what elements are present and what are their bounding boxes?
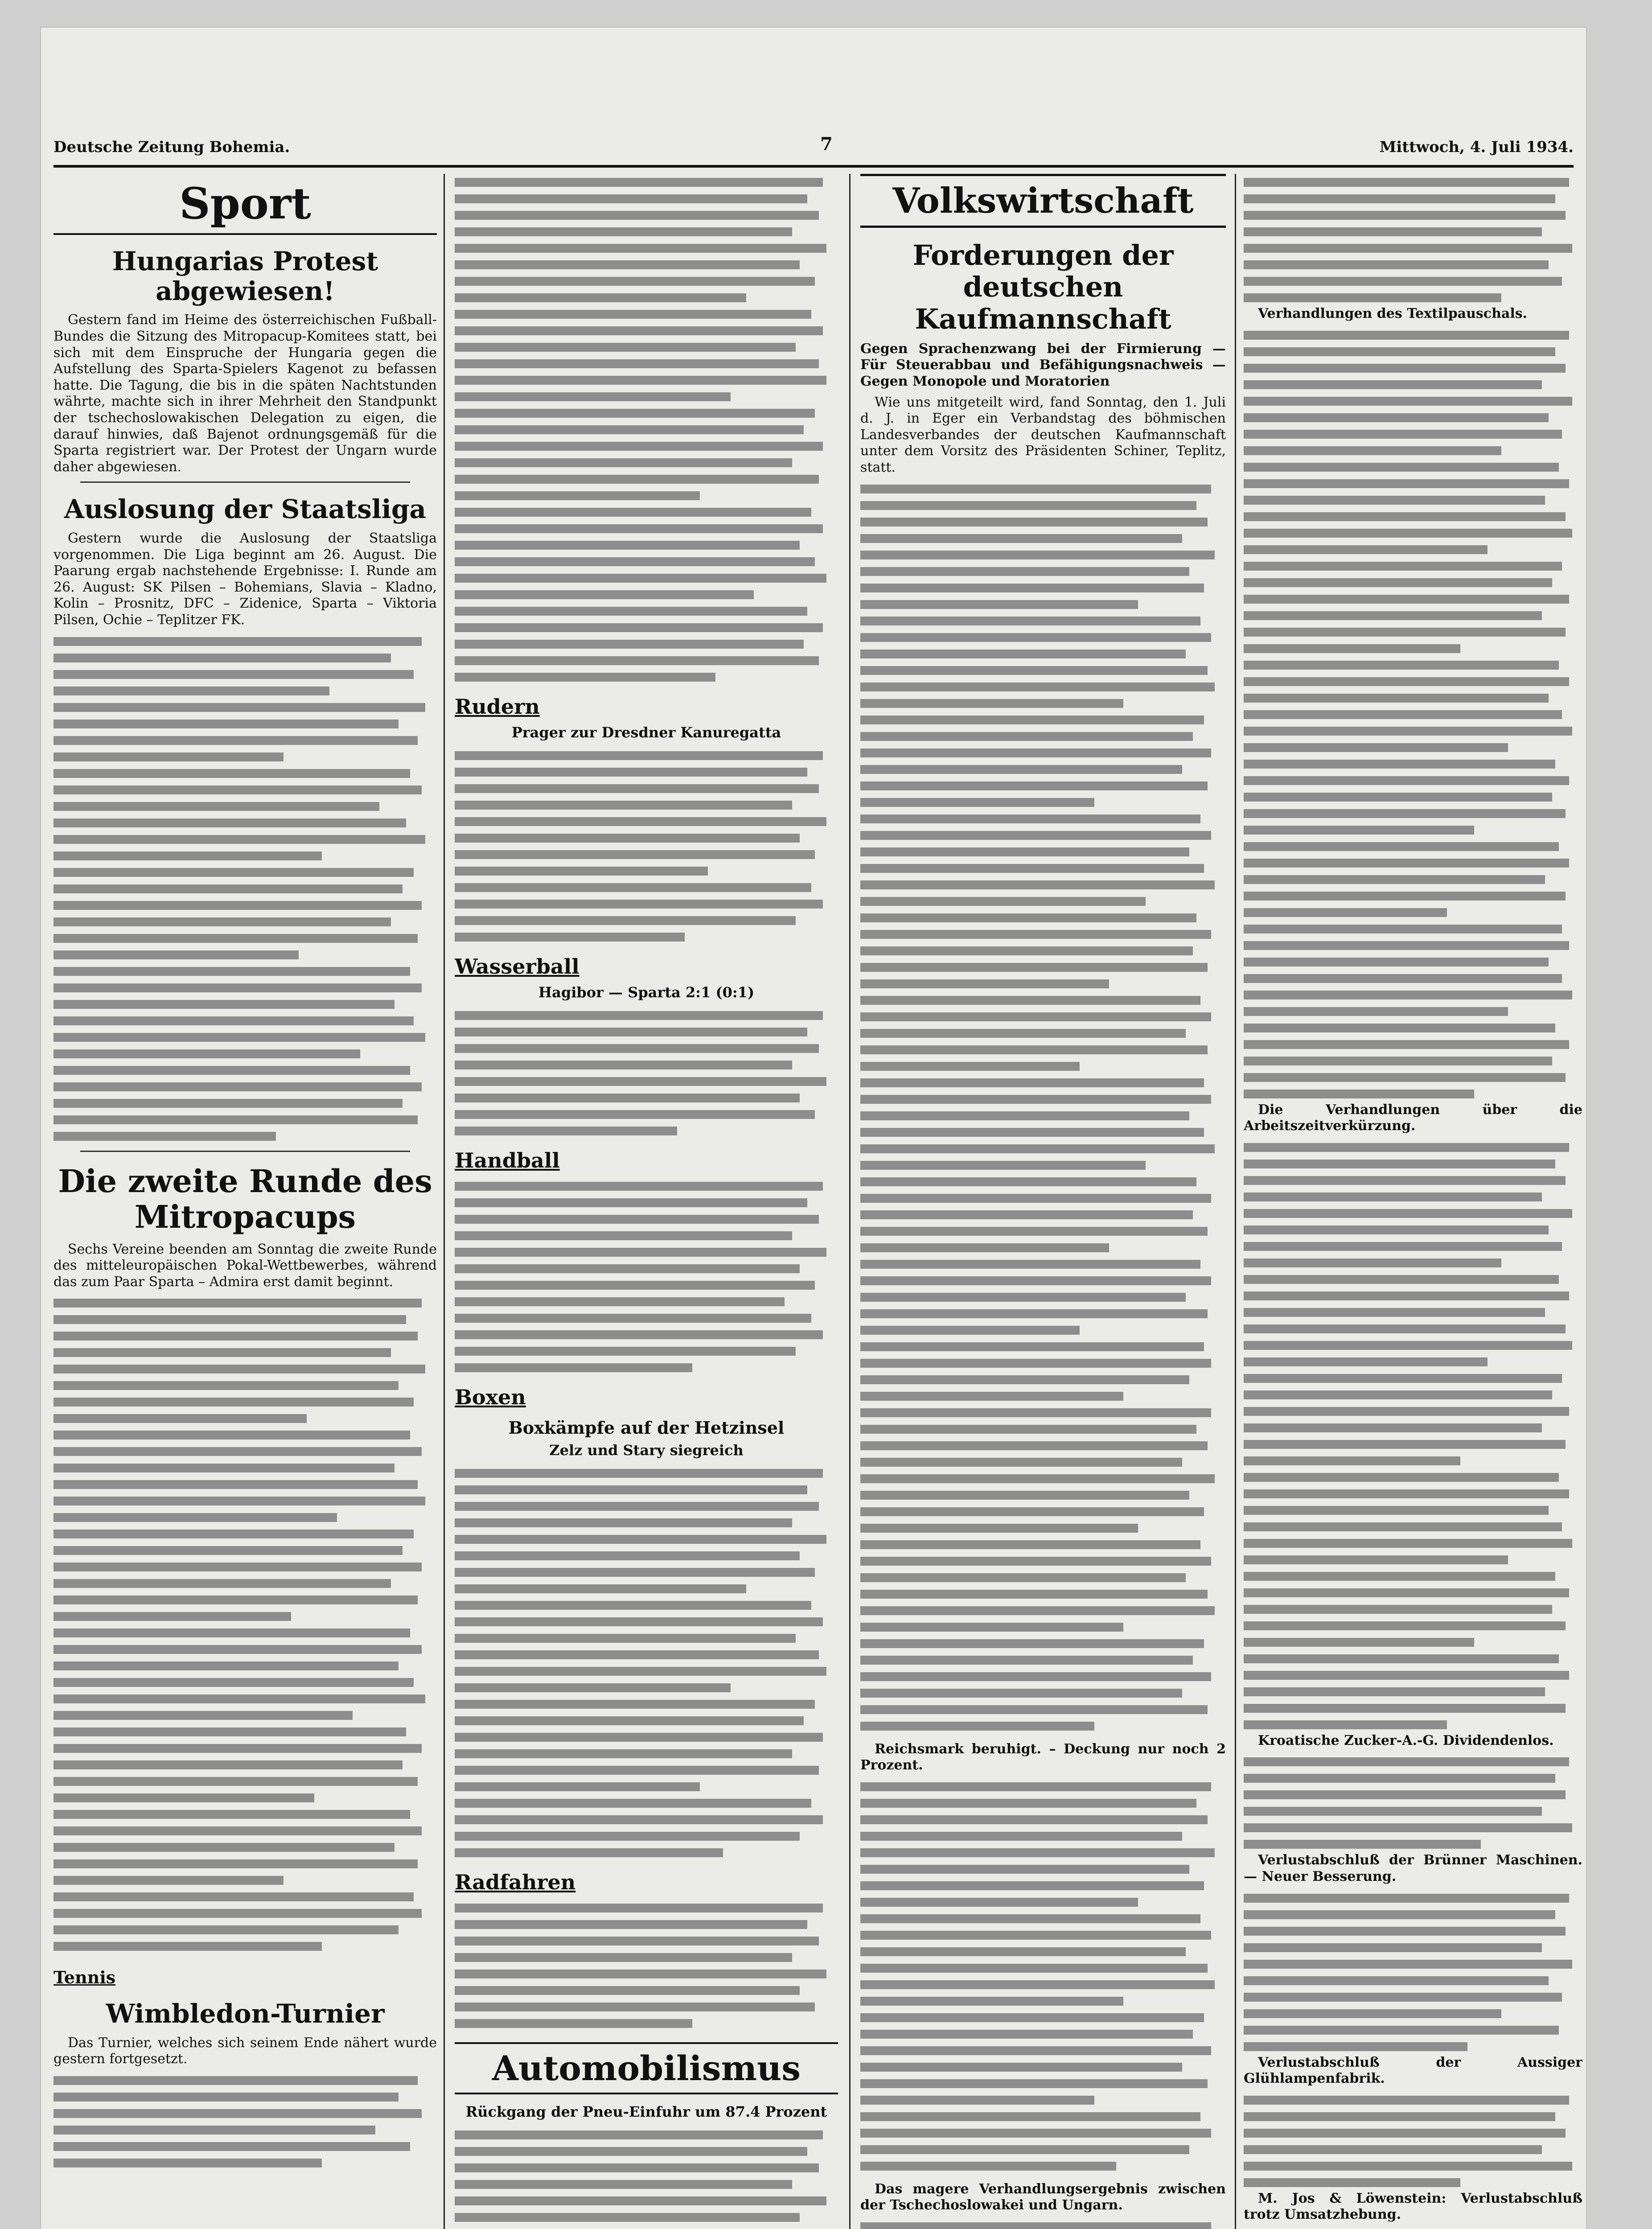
column-sport: [53, 174, 437, 2229]
text-block: [53, 633, 437, 1144]
note-brunner: Verlustabschluß der Brünner Maschinen. — Neuer Besserung.: [1244, 1852, 1582, 1884]
text-block: [455, 174, 838, 685]
note-aussig: Verlustabschluß der Aussiger Glühlampenfabrik.: [1244, 2054, 1582, 2087]
note-textil: Verhandlungen des Textilpauschals.: [1258, 306, 1528, 321]
text-block: [455, 1900, 838, 2032]
column-divider: [444, 174, 445, 2229]
note-ungarn: Das magere Verhandlungsergebnis zwischen der Tschechoslowakei und Ungarn.: [860, 2181, 1226, 2213]
text-block: [455, 2126, 838, 2229]
note-loewenstein: M. Jos & Löwenstein: Verlustabschluß trotz Umsatzhebung.: [1244, 2190, 1582, 2223]
subhead: Prager zur Dresdner Kanuregatta: [511, 724, 781, 741]
headline-tennis: Tennis: [53, 1967, 116, 1988]
page-number: 7: [820, 134, 833, 155]
column-economy: [860, 174, 1226, 2229]
issue-date: Mittwoch, 4. Juli 1934.: [1379, 138, 1574, 156]
page-header: [53, 134, 1574, 160]
subhead: Hagibor — Sparta 2:1 (0:1): [538, 983, 755, 1001]
section-title-economy: Volkswirtschaft: [860, 174, 1226, 228]
header-rule: [53, 165, 1574, 168]
newspaper-page: [40, 27, 1587, 2229]
article-body: Das Turnier, welches sich seinem Ende nähert wurde gestern fortgesetzt.: [53, 2035, 437, 2067]
headline-handball: Handball: [455, 1148, 560, 1172]
separator: [80, 481, 410, 483]
headline-radfahren: Radfahren: [455, 1870, 576, 1895]
article-body: Gestern fand im Heime des österreichischen Fußball-Bundes die Sitzung des Mitropacup-Komitees statt, bei sich mit dem Einspruche der Hungaria gegen die Aufstellung des Sparta-Spielers Kagenot zu befassen hatte. Die Tagung, die bis in die späten Nachtstunden währte, machte sich in ihrer Mehrheit den Standpunkt der tschechoslowakischen Delegation zu eigen, die darauf hinwies, daß Bajenot ordnungsgemäß für die Sparta registriert war. Der Protest der Ungarn wurde daher abgewiesen.: [53, 312, 437, 475]
subsubhead: Zelz und Stary siegreich: [549, 1442, 744, 1459]
headline-hungaria: Hungarias Protest abgewiesen!: [112, 246, 378, 306]
section-title-sport: Sport: [53, 174, 437, 235]
subhead-boxkampfe: Boxkämpfe auf der Hetzinsel: [508, 1417, 785, 1438]
headline-boxen: Boxen: [455, 1385, 526, 1409]
text-block: [455, 1465, 838, 1861]
text-block: [455, 747, 838, 945]
text-block: [860, 481, 1226, 1734]
note-reichsmark: Reichsmark beruhigt. – Deckung nur noch 2 Prozent.: [860, 1741, 1226, 1773]
column-economy-2: [1244, 174, 1582, 2229]
text-block: [1244, 1753, 1582, 1852]
column-sport-2: [455, 174, 838, 2229]
text-block: [53, 1295, 437, 1954]
headline-wimbledon: Wimbledon-Turnier: [106, 1999, 385, 2029]
headline-staatsliga: Auslosung der Staatsliga: [64, 494, 426, 525]
article-body: Wie uns mitgeteilt wird, fand Sonntag, den 1. Juli d. J. in Eger ein Verbandstag des böhmischen Landesverbandes der deutschen Kaufmannschaft unter dem Vorsitz des Präsidenten Schiner, Teplitz, statt.: [860, 394, 1226, 476]
paper-name: Deutsche Zeitung Bohemia.: [53, 138, 290, 156]
note-zucker: Kroatische Zucker-A.-G. Dividendenlos.: [1258, 1732, 1554, 1748]
article-body: Gestern wurde die Auslosung der Staatsliga vorgenommen. Die Liga beginnt am 26. August. Die Paarung ergab nachstehende Ergebnisse: I. Runde am 26. August: SK Pilsen – Bohemians, Slavia – Kladno, Kolin – Prosnitz, DFC – Zidenice, Sparta – Viktoria Pilsen, Ochie – Teplitzer FK.: [53, 531, 437, 628]
text-block: [1244, 1139, 1582, 1733]
text-block: [1244, 174, 1582, 306]
headline-mitropacup: Die zweite Runde des Mitropacups: [58, 1162, 432, 1236]
subhead: Rückgang der Pneu-Einfuhr um 87.4 Prozent: [465, 2103, 827, 2121]
text-block: [53, 2072, 437, 2171]
headline-automobilismus: Automobilismus: [455, 2042, 838, 2094]
column-divider: [849, 174, 851, 2229]
lead: Gegen Sprachenzwang bei der Firmierung — Für Steuerabbau und Befähigungsnachweis — Gegen Monopole und Moratorien: [860, 341, 1226, 390]
separator: [80, 1151, 410, 1152]
headline-kaufmannschaft: Forderungen der deutschen Kaufmannschaft: [912, 239, 1174, 335]
column-divider: [1235, 174, 1236, 2229]
headline-wasserball: Wasserball: [455, 954, 579, 979]
text-block: [1244, 1890, 1582, 2055]
text-block: [860, 2218, 1226, 2229]
text-block: [455, 1178, 838, 1376]
text-block: [455, 1007, 838, 1139]
headline-rudern: Rudern: [455, 695, 540, 719]
article-body: Sechs Vereine beenden am Sonntag die zweite Runde des mitteleuropäischen Pokal-Wettbewerbes, während das zum Paar Sparta – Admira erst damit beginnt.: [53, 1241, 437, 1290]
text-block: [1244, 327, 1582, 1102]
note-arbeitszeit: Die Verhandlungen über die Arbeitszeitverkürzung.: [1244, 1102, 1582, 1134]
text-block: [860, 1778, 1226, 2174]
text-block: [1244, 2092, 1582, 2191]
